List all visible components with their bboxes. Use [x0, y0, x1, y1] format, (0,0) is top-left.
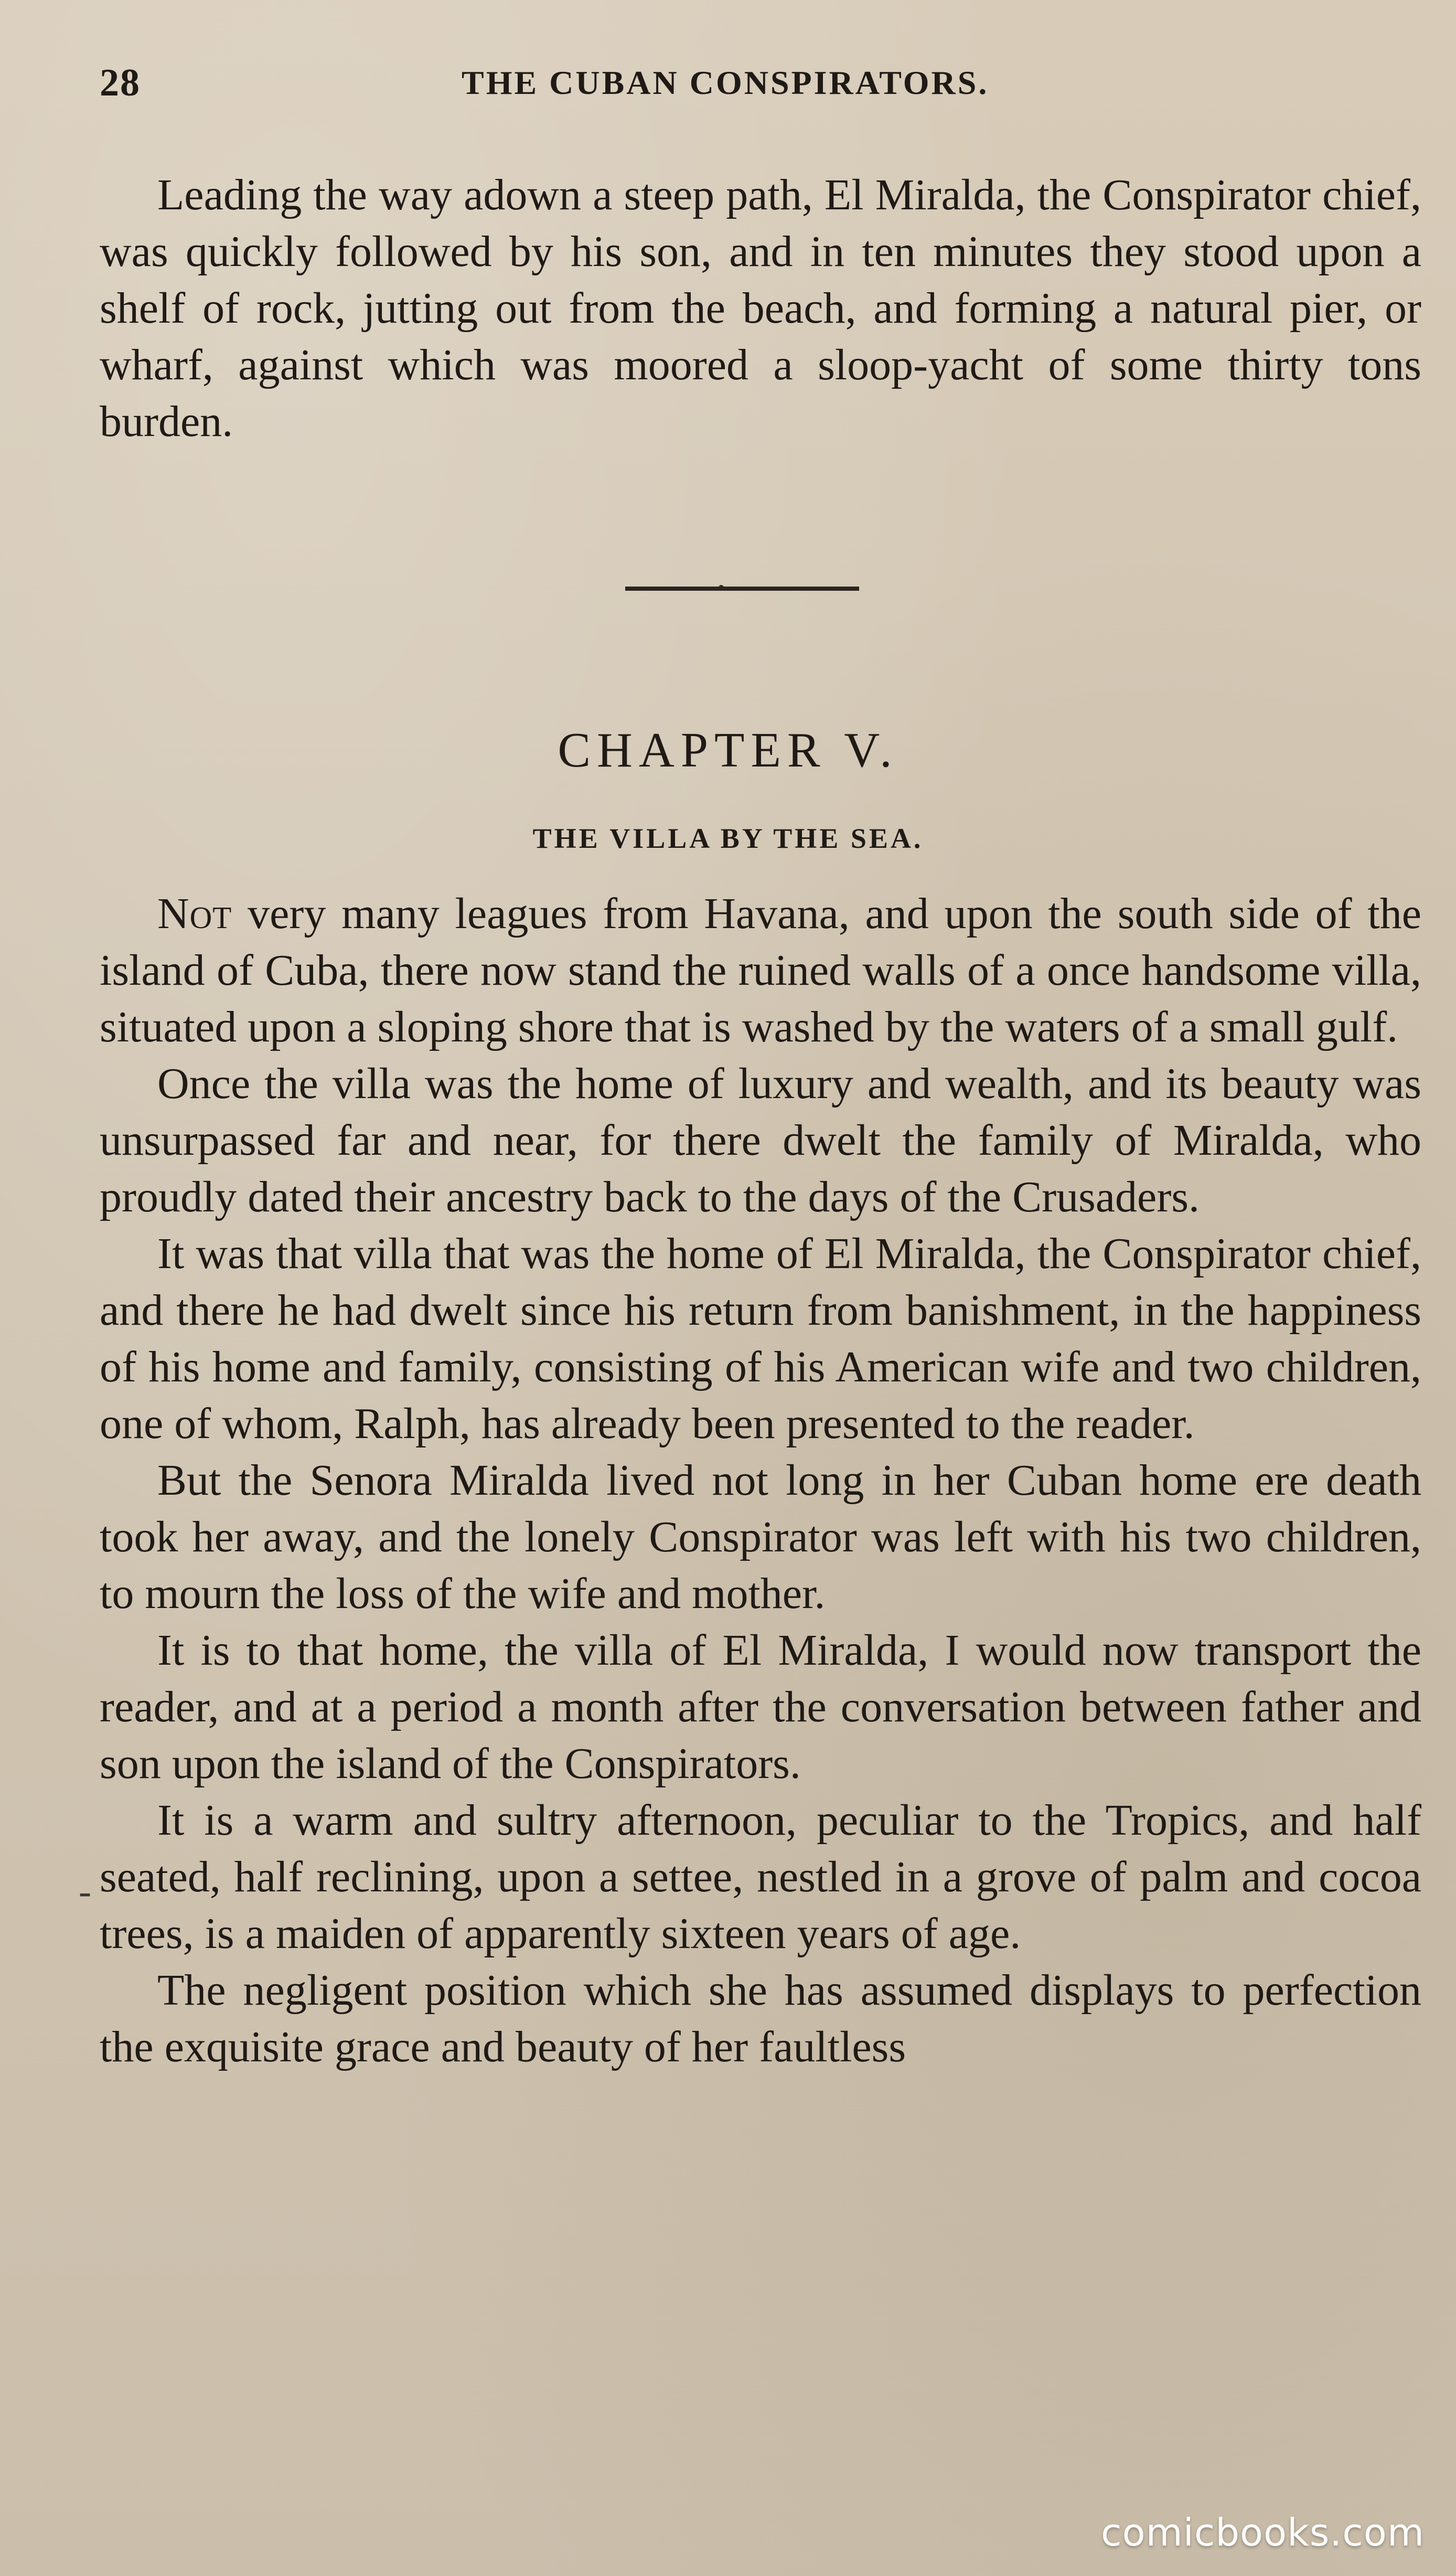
intro-paragraph-block	[100, 167, 1421, 450]
chapter-paragraph-3: It was that villa that was the home of El Miralda, the Conspirator chief, and there he had dwelt since his return from banishment, in the happiness of his home and family, consisting of his American wife and two children, one of whom, Ralph, has already been presented to the reader.	[100, 1229, 1421, 1448]
chapter-paragraph-1-text: very many leagues from Havana, and upon the south side of the island of Cuba, there now stand the ruined walls of a once handsome villa, situated upon a sloping shore that is washed by the waters of a small gulf.	[100, 889, 1421, 1051]
intro-paragraph: Leading the way adown a steep path, El Miralda, the Conspirator chief, was quickly followed by his son, and in ten minutes they stood upon a shelf of rock, jutting out from the beach, and forming a natural pier, or wharf, against which was moored a sloop-yacht of some thirty tons burden.	[100, 171, 1421, 446]
page-header	[100, 57, 1395, 109]
margin-mark: -	[79, 1870, 91, 1912]
chapter-body	[100, 886, 1421, 2075]
running-head: THE CUBAN CONSPIRATORS.	[462, 64, 989, 101]
chapter-lead-word: Not	[157, 889, 232, 938]
section-divider	[625, 587, 859, 591]
chapter-subtitle: THE VILLA BY THE SEA.	[532, 823, 924, 854]
chapter-paragraph-1	[100, 886, 1421, 1056]
chapter-paragraph-5: It is to that home, the villa of El Miralda, I would now transport the reader, and at a period a month after the conversation between father and son upon the island of the Conspirators.	[100, 1626, 1421, 1788]
chapter-paragraph-7: The negligent position which she has assumed displays to perfection the exquisite grace and beauty of her faultless	[100, 1966, 1421, 2071]
chapter-paragraph-6: It is a warm and sultry afternoon, peculiar to the Tropics, and half seated, half reclining, upon a settee, nestled in a grove of palm and cocoa trees, is a maiden of apparently sixteen years of age.	[100, 1796, 1421, 1958]
chapter-paragraph-2: Once the villa was the home of luxury and wealth, and its beauty was unsurpassed far and near, for there dwelt the family of Miralda, who proudly dated their ancestry back to the days of the Crusaders.	[100, 1059, 1421, 1221]
page-number: 28	[100, 61, 141, 104]
chapter-title: CHAPTER V.	[558, 723, 898, 778]
watermark-text: comicbooks.com	[1100, 2510, 1425, 2554]
chapter-paragraph-4: But the Senora Miralda lived not long in her Cuban home ere death took her away, and the lonely Conspirator was left with his two children, to mourn the loss of the wife and mother.	[100, 1456, 1421, 1618]
